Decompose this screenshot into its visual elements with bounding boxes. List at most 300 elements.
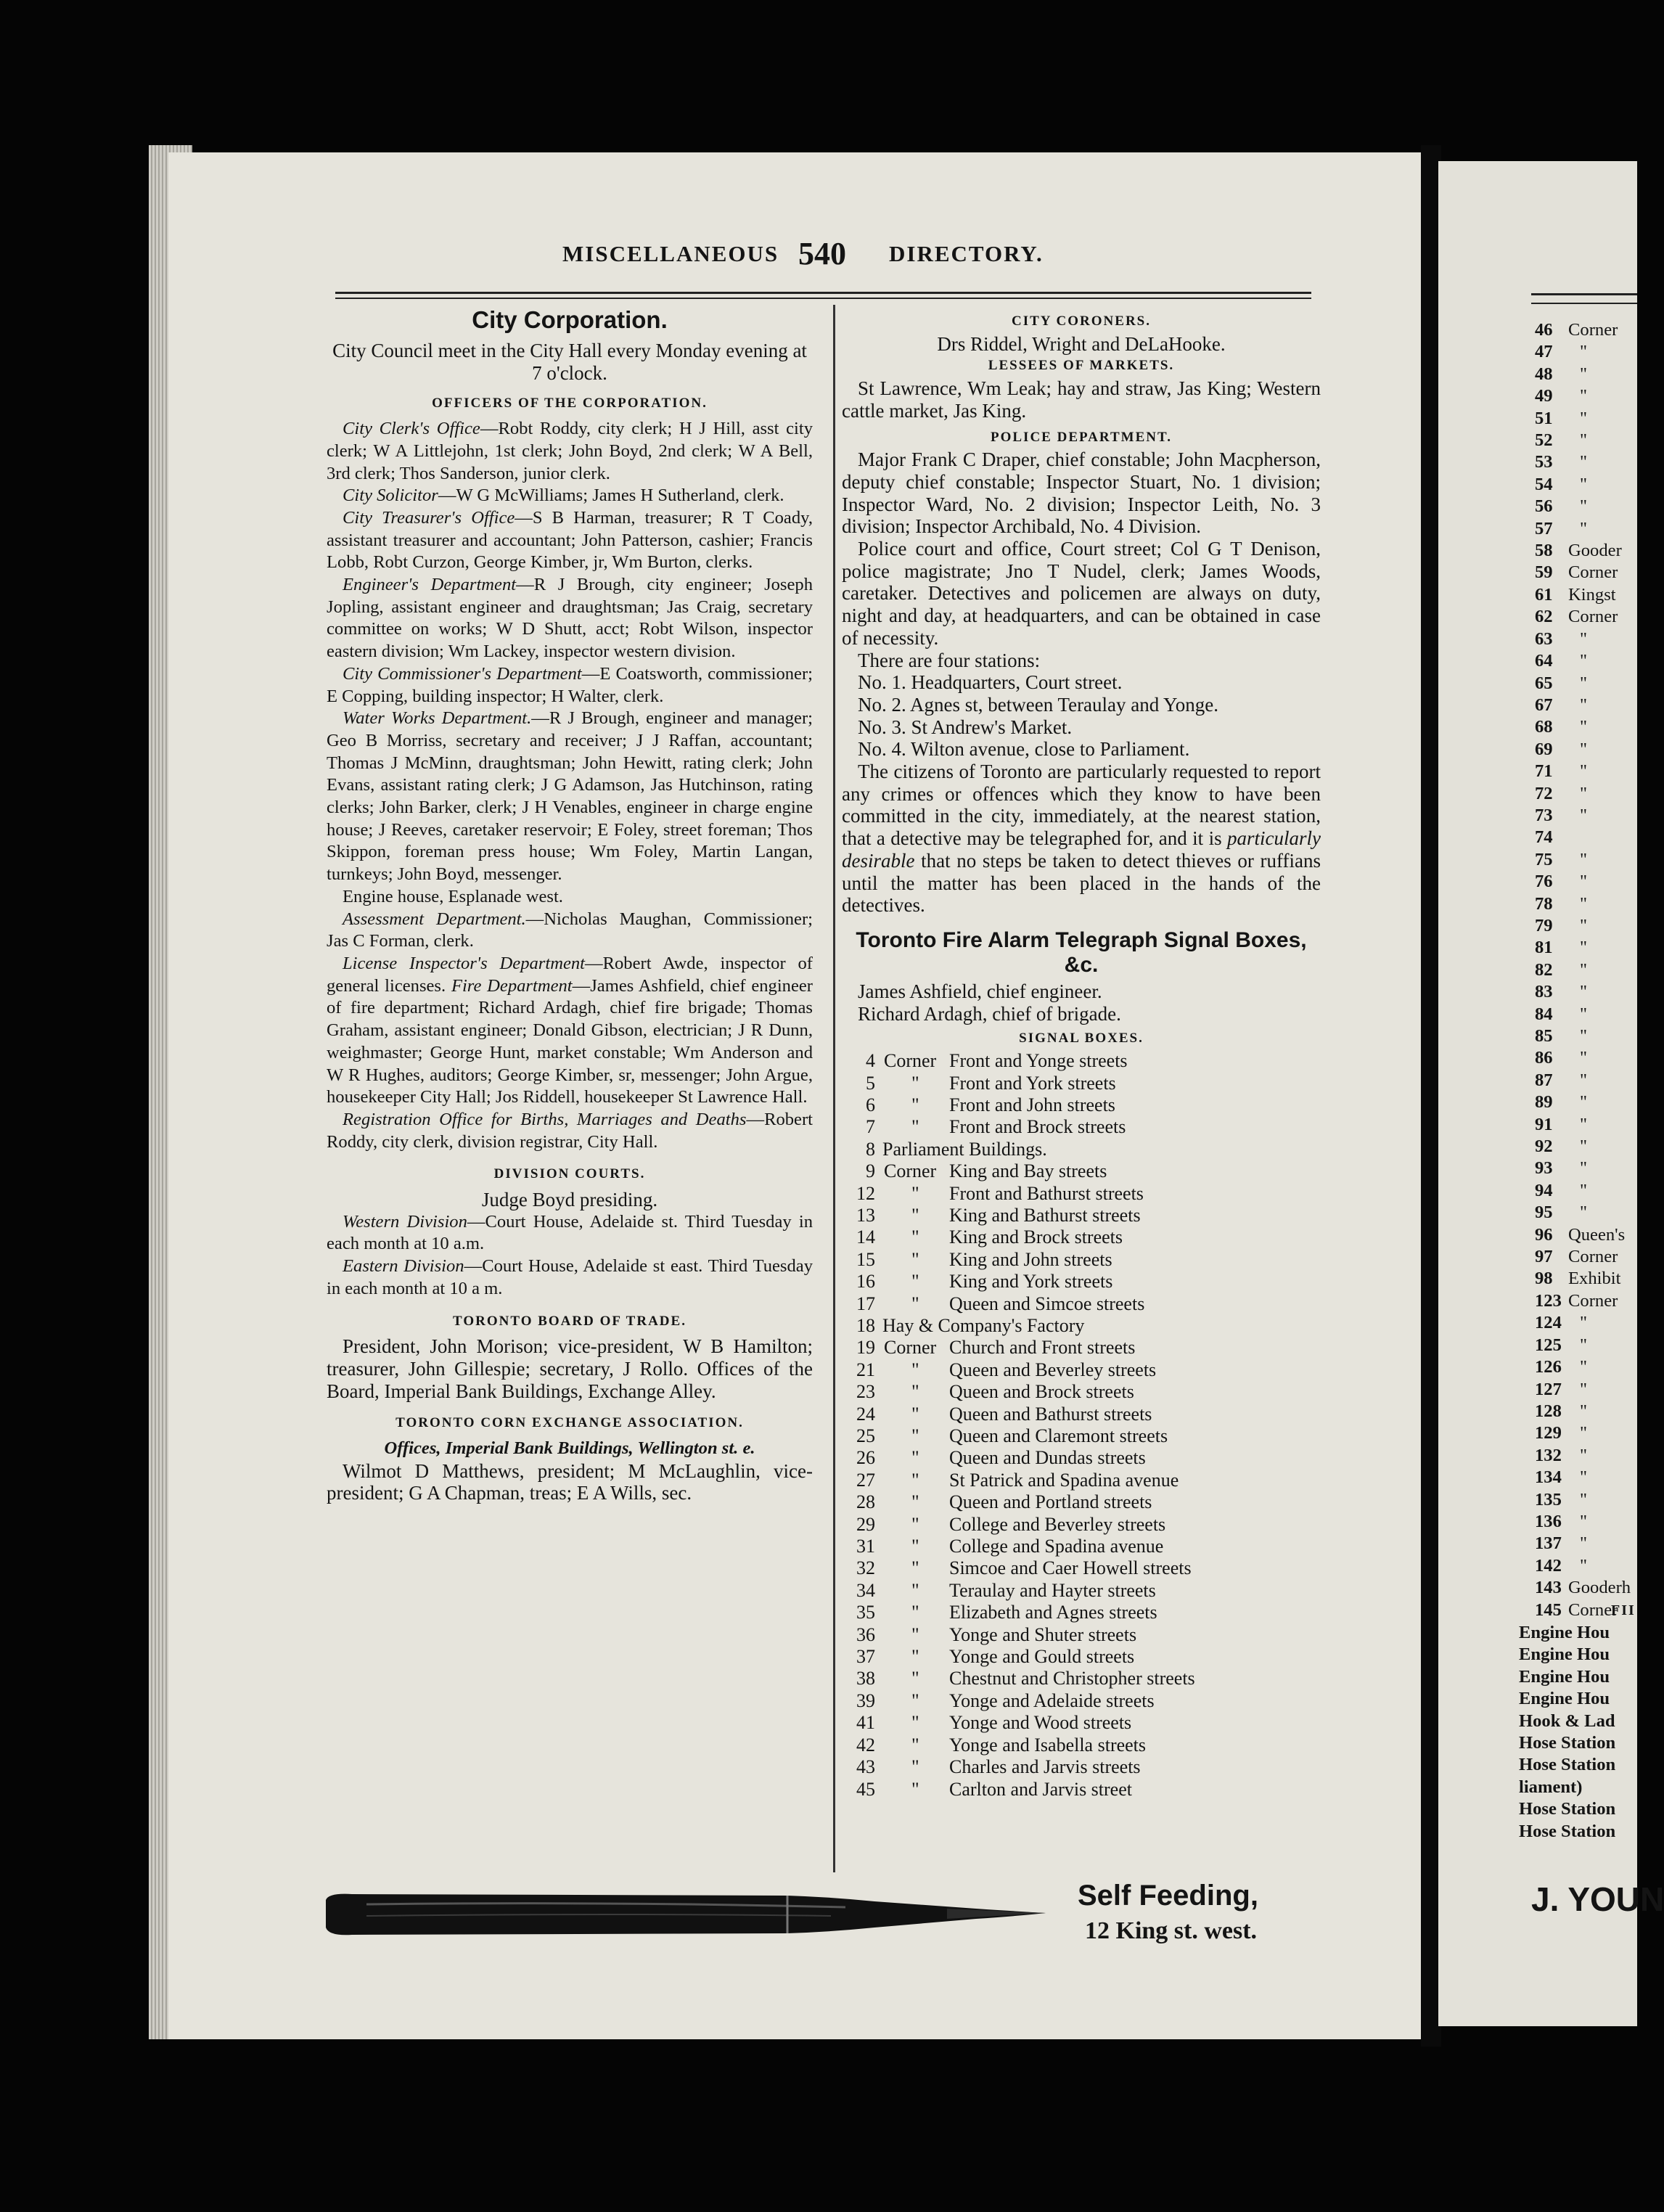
signal-box-row: 38 " Chestnut and Christopher streets bbox=[856, 1668, 1195, 1689]
stations-intro: There are four stations: bbox=[858, 649, 1041, 671]
signal-boxes-heading: SIGNAL BOXES. bbox=[1019, 1031, 1144, 1046]
solicitor-text: —W G McWilliams; James H Sutherland, clerk. bbox=[438, 486, 784, 506]
markets-text: St Lawrence, Wm Leak; hay and straw, Jas King; Western cattle market, Jas King. bbox=[842, 377, 1321, 422]
facing-page-row-text: " bbox=[1580, 496, 1588, 517]
facing-page-row-text: " bbox=[1580, 1379, 1588, 1399]
facing-page-row-number: 71 bbox=[1535, 761, 1553, 782]
facing-page-row-number: 57 bbox=[1535, 518, 1553, 538]
facing-page-row-text: " bbox=[1580, 872, 1588, 892]
facing-page-row-text: " bbox=[1580, 783, 1588, 803]
facing-page-row-number: 51 bbox=[1535, 408, 1553, 428]
facing-page-row-number: 73 bbox=[1535, 805, 1553, 825]
facing-page-row-text: " bbox=[1580, 717, 1588, 737]
facing-page-row bbox=[1535, 783, 1636, 805]
treasurer-entry bbox=[327, 507, 813, 574]
facing-page-row-number: 52 bbox=[1535, 430, 1553, 451]
facing-page-row-number: 68 bbox=[1535, 717, 1553, 737]
facing-page-row-number: 82 bbox=[1535, 959, 1553, 980]
station-3: No. 3. St Andrew's Market. bbox=[858, 716, 1073, 738]
signal-box-row: 26 " Queen and Dundas streets bbox=[856, 1447, 1146, 1469]
facing-page-row-text: " bbox=[1580, 1533, 1588, 1554]
facing-page-row-number: 63 bbox=[1535, 628, 1553, 649]
advert-brand: Self Feeding, bbox=[1078, 1880, 1258, 1912]
treasurer-label: City Treasurer's Office bbox=[343, 507, 515, 528]
facing-page-row bbox=[1535, 650, 1636, 672]
facing-page-row bbox=[1535, 341, 1636, 363]
facing-page-row bbox=[1535, 474, 1636, 496]
facing-page-row-text: " bbox=[1580, 364, 1588, 384]
facing-page-row-text: " bbox=[1580, 959, 1588, 980]
facing-page-row-text: " bbox=[1580, 342, 1588, 362]
treasurer-text: —S B Harman, treasurer; R T Coady, assistant treasurer and accountant; John Patterson, cashier; Francis Lobb, Robt Curzon, George Kimber, jr, Wm Burton, clerks. bbox=[327, 507, 813, 573]
facing-page-row bbox=[1535, 1091, 1636, 1113]
corn-exchange-heading: TORONTO CORN EXCHANGE ASSOCIATION. bbox=[395, 1415, 744, 1431]
facing-page-rule bbox=[1531, 293, 1637, 304]
coroners-heading: CITY CORONERS. bbox=[1012, 314, 1151, 329]
facing-page-engine-row: Hook & Lad bbox=[1519, 1711, 1615, 1731]
signal-box-row: 32 " Simcoe and Caer Howell streets bbox=[856, 1557, 1192, 1579]
facing-page-engine-row: Hose Station bbox=[1519, 1755, 1616, 1775]
facing-page-row-number: 61 bbox=[1535, 584, 1553, 605]
signal-box-row: 23 " Queen and Brock streets bbox=[856, 1381, 1134, 1403]
signal-box-row: 19 Corner Church and Front streets bbox=[856, 1337, 1136, 1359]
facing-page-row bbox=[1535, 1136, 1636, 1158]
fire-chief-engineer: James Ashfield, chief engineer. bbox=[858, 980, 1102, 1002]
fire-department-label: Fire Department bbox=[451, 975, 573, 996]
facing-page-row bbox=[1535, 915, 1636, 937]
facing-page-row-text: " bbox=[1580, 1555, 1588, 1576]
facing-page-row-text: Corner bbox=[1568, 320, 1618, 340]
facing-page-row-text: " bbox=[1580, 1335, 1588, 1355]
division-judge: Judge Boyd presiding. bbox=[481, 1189, 658, 1211]
facing-page-row-text: " bbox=[1580, 1070, 1588, 1090]
registration-label: Registration Office for Births, Marriages and Deaths bbox=[343, 1109, 747, 1129]
facing-page-row-number: 136 bbox=[1535, 1511, 1562, 1531]
facing-page-row-number: 65 bbox=[1535, 673, 1553, 693]
facing-page-row-number: 84 bbox=[1535, 1004, 1553, 1024]
facing-page-row bbox=[1535, 606, 1636, 628]
signal-box-row: 12 " Front and Bathurst streets bbox=[856, 1182, 1144, 1204]
facing-page-list bbox=[1535, 319, 1636, 1621]
corn-exchange-offices: Offices, Imperial Bank Buildings, Wellington st. e. bbox=[384, 1438, 755, 1459]
signal-box-row: 16 " King and York streets bbox=[856, 1271, 1113, 1293]
signal-box-row: 4 Corner Front and Yonge streets bbox=[866, 1050, 1128, 1072]
facing-page-row bbox=[1535, 827, 1636, 848]
water-works-entry bbox=[327, 708, 813, 886]
facing-page-engine-row: Hose Station bbox=[1519, 1821, 1616, 1841]
facing-page-row-number: 49 bbox=[1535, 386, 1553, 406]
facing-page-row-text: " bbox=[1580, 1445, 1588, 1465]
facing-page-row-number: 62 bbox=[1535, 607, 1553, 627]
clerk-label: City Clerk's Office bbox=[343, 419, 480, 439]
facing-page-row-number: 98 bbox=[1535, 1269, 1553, 1289]
eastern-division-text: —Court House, Adelaide st east. Third Tuesday in each month at 10 a m. bbox=[327, 1256, 813, 1298]
facing-page-row-number: 69 bbox=[1535, 739, 1553, 759]
markets-heading: LESSEES OF MARKETS. bbox=[988, 358, 1175, 374]
facing-page-row-number: 129 bbox=[1535, 1423, 1562, 1443]
facing-page-row bbox=[1535, 1070, 1636, 1091]
facing-page-row-text: " bbox=[1580, 1467, 1588, 1488]
facing-page-row bbox=[1535, 1047, 1636, 1069]
citizens-notice bbox=[842, 761, 1321, 917]
facing-page-row bbox=[1535, 1467, 1636, 1488]
facing-page-row bbox=[1535, 1158, 1636, 1179]
column-rule bbox=[833, 305, 835, 1872]
facing-page-row-text: " bbox=[1580, 1136, 1588, 1157]
facing-page-row bbox=[1535, 1180, 1636, 1202]
signal-box-row: 14 " King and Brock streets bbox=[856, 1226, 1123, 1248]
facing-page-row-text: " bbox=[1580, 695, 1588, 715]
facing-page-row-text: Gooderh bbox=[1568, 1578, 1631, 1598]
facing-page-row-text: " bbox=[1580, 474, 1588, 494]
facing-page-row bbox=[1535, 716, 1636, 738]
facing-page-row-text: " bbox=[1580, 518, 1588, 538]
signal-box-row: 18 Hay & Company's Factory bbox=[856, 1314, 1085, 1336]
water-works-text: —R J Brough, engineer and manager; Geo B Morriss, secretary and receiver; J J Raffan, accountant; Thomas J McMinn, draughtsman; John Hewitt, rating clerk; John Evans, assistant rating clerk; J G Adamson, Jas Hutchinson, rating clerks; John Barker, clerk; J H Venables, engineer in charge engine house; J Reeves, caretaker reservoir; E Foley, street foreman; Thos Skippon, foreman press house; Wm Foley, Martin Langan, turnkeys; John Boyd, messenger. bbox=[327, 708, 813, 885]
facing-page-row-text: Corner bbox=[1568, 1290, 1618, 1311]
engineer-label: Engineer's Department bbox=[343, 575, 517, 595]
facing-page-row-number: 74 bbox=[1535, 827, 1553, 848]
facing-page-row-text: " bbox=[1580, 651, 1588, 671]
facing-page-row-number: 83 bbox=[1535, 982, 1553, 1002]
facing-page-row-text: " bbox=[1580, 1004, 1588, 1024]
facing-page-row-number: 76 bbox=[1535, 872, 1553, 892]
facing-page-row-text: " bbox=[1580, 1357, 1588, 1377]
facing-page-advert: J. YOUN bbox=[1531, 1880, 1664, 1918]
facing-page-row bbox=[1535, 673, 1636, 695]
fountain-pen-icon bbox=[323, 1880, 1049, 1945]
facing-page-row-text: " bbox=[1580, 452, 1588, 472]
facing-page-row-text: Kingst bbox=[1568, 584, 1616, 605]
facing-page-row-text: " bbox=[1580, 1489, 1588, 1510]
council-intro: City Council meet in the City Hall every Monday evening at 7 o'clock. bbox=[332, 340, 807, 384]
citizens-emphasis: particularly desirable bbox=[842, 827, 1321, 872]
citizens-text-b: that no steps be taken to detect thieves or ruffians until the matter has been placed in the hands of the detectives. bbox=[842, 849, 1321, 917]
fire-chief-brigade: Richard Ardagh, chief of brigade. bbox=[858, 1002, 1121, 1025]
facing-page-row-text: " bbox=[1580, 982, 1588, 1002]
signal-box-row: 39 " Yonge and Adelaide streets bbox=[856, 1689, 1155, 1711]
facing-page-row-text: " bbox=[1580, 430, 1588, 451]
registration-entry bbox=[327, 1109, 813, 1153]
facing-page-row bbox=[1535, 805, 1636, 827]
facing-page-row-number: 95 bbox=[1535, 1203, 1553, 1223]
station-1: No. 1. Headquarters, Court street. bbox=[858, 671, 1123, 694]
signal-box-row: 6 " Front and John streets bbox=[866, 1094, 1115, 1115]
citizens-text-a: The citizens of Toronto are particularly requested to report any crimes or offences which they know to have been committed in the city, immediately, at the nearest station, that a detective may be telegraphed for, and it is bbox=[842, 761, 1321, 850]
facing-page-row bbox=[1535, 937, 1636, 959]
facing-page-row-number: 96 bbox=[1535, 1224, 1553, 1245]
police-heading: POLICE DEPARTMENT. bbox=[991, 429, 1172, 445]
assessment-entry bbox=[327, 909, 813, 953]
facing-page-row-number: 53 bbox=[1535, 452, 1553, 472]
facing-page-row-text: Corner bbox=[1568, 562, 1618, 583]
western-division-text: —Court House, Adelaide st. Third Tuesday in each month at 10 a.m. bbox=[327, 1211, 813, 1254]
officers-heading: OFFICERS OF THE CORPORATION. bbox=[432, 396, 708, 411]
facing-page-row bbox=[1535, 1401, 1636, 1422]
facing-page-row-text: Corner bbox=[1568, 1247, 1618, 1267]
facing-page-row bbox=[1535, 430, 1636, 451]
facing-page-row bbox=[1535, 1356, 1636, 1378]
facing-page-row-number: 85 bbox=[1535, 1026, 1553, 1046]
facing-page-row-number: 145 bbox=[1535, 1599, 1562, 1620]
facing-page-row bbox=[1535, 364, 1636, 385]
signal-box-row: 21 " Queen and Beverley streets bbox=[856, 1359, 1157, 1380]
facing-page-row bbox=[1535, 1335, 1636, 1356]
facing-page-row bbox=[1535, 562, 1636, 583]
facing-page-row bbox=[1535, 1025, 1636, 1047]
solicitor-label: City Solicitor bbox=[343, 486, 438, 506]
header-right: DIRECTORY. bbox=[889, 241, 1044, 266]
engineer-text: —R J Brough, city engineer; Joseph Jopling, assistant engineer and draughtsman; Jas Craig, secretary committee on works; W D Shutt, acct; Robt Wilson, inspector eastern division; Wm Lackey, inspector western division. bbox=[327, 575, 813, 662]
facing-page-row bbox=[1535, 761, 1636, 782]
facing-page-row-number: 137 bbox=[1535, 1533, 1562, 1554]
facing-page-row bbox=[1535, 1422, 1636, 1444]
facing-page-row-number: 134 bbox=[1535, 1467, 1562, 1488]
facing-page-row-number: 91 bbox=[1535, 1114, 1553, 1134]
corn-exchange-text: Wilmot D Matthews, president; M McLaughlin, vice-president; G A Chapman, treas; E A Wills, sec. bbox=[327, 1459, 813, 1504]
facing-page-row-text: " bbox=[1580, 761, 1588, 782]
board-of-trade-heading: TORONTO BOARD OF TRADE. bbox=[453, 1313, 686, 1329]
facing-page-row-number: 89 bbox=[1535, 1092, 1553, 1113]
signal-box-row: 37 " Yonge and Gould streets bbox=[856, 1646, 1135, 1668]
facing-page-engine-row: Engine Hou bbox=[1519, 1666, 1610, 1687]
facing-page-row-text: " bbox=[1580, 938, 1588, 958]
facing-page-row bbox=[1535, 518, 1636, 540]
facing-page-row bbox=[1535, 1379, 1636, 1401]
police-text: Major Frank C Draper, chief constable; John Macpherson, deputy chief constable; Inspector Stuart, No. 1 division; Inspector Ward, No. 2 division; Inspector Leith, No. 3 division; Inspector Archibald, No. 4 Division. bbox=[842, 448, 1321, 538]
header-rule-top bbox=[335, 292, 1311, 294]
facing-page-row bbox=[1535, 319, 1636, 341]
facing-page-row-text: " bbox=[1580, 1114, 1588, 1134]
facing-page-row bbox=[1535, 1004, 1636, 1025]
facing-page-row-text: " bbox=[1580, 1048, 1588, 1068]
facing-page-row bbox=[1535, 849, 1636, 871]
registration-text: —Robert Roddy, city clerk, division registrar, City Hall. bbox=[327, 1109, 813, 1152]
facing-page-row-number: 46 bbox=[1535, 320, 1553, 340]
signal-box-row: 17 " Queen and Simcoe streets bbox=[856, 1293, 1145, 1314]
facing-page-row-number: 86 bbox=[1535, 1048, 1553, 1068]
facing-page-row bbox=[1535, 1202, 1636, 1224]
signal-box-row: 8 Parliament Buildings. bbox=[866, 1138, 1047, 1160]
signal-box-row: 25 " Queen and Claremont streets bbox=[856, 1425, 1168, 1446]
pen-advertisement bbox=[323, 1880, 1339, 1967]
commissioner-text: —E Coatsworth, commissioner; E Copping, building inspector; H Walter, clerk. bbox=[327, 663, 813, 706]
facing-page-row-text: " bbox=[1580, 849, 1588, 869]
signal-box-row: 9 Corner King and Bay streets bbox=[866, 1160, 1107, 1182]
signal-box-row: 41 " Yonge and Wood streets bbox=[856, 1712, 1132, 1734]
facing-page-row-number: 56 bbox=[1535, 496, 1553, 517]
signal-box-row: 45 " Carlton and Jarvis street bbox=[856, 1778, 1132, 1800]
facing-page-row-text: " bbox=[1580, 1026, 1588, 1046]
page-number: 540 bbox=[798, 236, 846, 271]
facing-page-row-text: Queen's bbox=[1568, 1224, 1626, 1245]
facing-page-row-number: 87 bbox=[1535, 1070, 1553, 1090]
signal-box-row: 24 " Queen and Bathurst streets bbox=[856, 1403, 1152, 1425]
signal-box-row: 15 " King and John streets bbox=[856, 1248, 1112, 1270]
coroners-text: Drs Riddel, Wright and DeLaHooke. bbox=[937, 332, 1226, 355]
solicitor-entry bbox=[327, 485, 813, 507]
license-entry bbox=[327, 953, 813, 1109]
facing-page-row-text: " bbox=[1580, 1092, 1588, 1113]
facing-page-row bbox=[1535, 496, 1636, 517]
facing-page-row-text: Corner bbox=[1568, 1599, 1618, 1620]
facing-page-engine-row: Hose Station bbox=[1519, 1733, 1616, 1753]
water-works-label: Water Works Department. bbox=[343, 708, 532, 729]
facing-page-row-number: 126 bbox=[1535, 1357, 1562, 1377]
signal-box-row: 5 " Front and York streets bbox=[866, 1072, 1116, 1094]
facing-page-row bbox=[1535, 408, 1636, 430]
facing-page-row-number: 142 bbox=[1535, 1555, 1562, 1576]
facing-page-row-text: " bbox=[1580, 1423, 1588, 1443]
facing-page-row-text: " bbox=[1580, 386, 1588, 406]
facing-page-row bbox=[1535, 1445, 1636, 1467]
facing-page-row-text: " bbox=[1580, 893, 1588, 914]
section-title-city-corporation: City Corporation. bbox=[472, 306, 668, 333]
right-column bbox=[842, 305, 1321, 1801]
signal-box-row: 43 " Charles and Jarvis streets bbox=[856, 1756, 1141, 1778]
facing-page-row bbox=[1535, 628, 1636, 650]
facing-page-row bbox=[1535, 981, 1636, 1003]
facing-page-row-number: 72 bbox=[1535, 783, 1553, 803]
facing-page-row-text: " bbox=[1580, 408, 1588, 428]
facing-page-row-text: " bbox=[1580, 1158, 1588, 1179]
station-4: No. 4. Wilton avenue, close to Parliament. bbox=[858, 738, 1190, 761]
fire-department-text: —James Ashfield, chief engineer of fire department; Richard Ardagh, chief fire brigade; Thomas Graham, assistant engineer; Donald Gibson, electrician; J R Dunn, weighmaster; George Hunt, market constable; Wm Anderson and W R Hughes, auditors; George Kimber, sr, messenger; John Argue, housekeeper City Hall; Jos Riddell, housekeeper St Lawrence Hall. bbox=[327, 975, 813, 1107]
facing-page-heading: FII bbox=[1611, 1602, 1636, 1618]
facing-page-row-number: 94 bbox=[1535, 1180, 1553, 1200]
facing-page-row bbox=[1535, 1246, 1636, 1268]
facing-page-row-text: " bbox=[1580, 1180, 1588, 1200]
signal-boxes-list bbox=[842, 1050, 1321, 1801]
signal-box-row: 31 " College and Spadina avenue bbox=[856, 1536, 1164, 1557]
signal-box-row: 7 " Front and Brock streets bbox=[866, 1116, 1126, 1138]
facing-page-row-number: 135 bbox=[1535, 1489, 1562, 1510]
facing-page-row-number: 47 bbox=[1535, 342, 1553, 362]
facing-page-row bbox=[1535, 871, 1636, 893]
western-division-entry bbox=[327, 1211, 813, 1255]
assessment-text: —Nicholas Maughan, Commissioner; Jas C Forman, clerk. bbox=[327, 909, 813, 951]
facing-page-row bbox=[1535, 1555, 1636, 1577]
signal-box-row: 35 " Elizabeth and Agnes streets bbox=[856, 1602, 1157, 1623]
facing-page-row-number: 128 bbox=[1535, 1401, 1562, 1421]
facing-page-row bbox=[1535, 451, 1636, 473]
facing-page-row-number: 92 bbox=[1535, 1136, 1553, 1157]
facing-page-row-text: " bbox=[1580, 673, 1588, 693]
facing-page-row-number: 58 bbox=[1535, 541, 1553, 561]
signal-box-row: 27 " St Patrick and Spadina avenue bbox=[856, 1469, 1179, 1491]
facing-page-row-number: 79 bbox=[1535, 915, 1553, 935]
facing-page-row-text: Gooder bbox=[1568, 541, 1622, 561]
facing-page-row bbox=[1535, 739, 1636, 761]
license-text: —Robert Awde, inspector of general licenses. bbox=[327, 953, 813, 996]
facing-page-engine-row: Engine Hou bbox=[1519, 1623, 1610, 1642]
facing-page-row bbox=[1535, 1489, 1636, 1511]
engine-house-line: Engine house, Esplanade west. bbox=[343, 886, 563, 906]
facing-page-row-number: 125 bbox=[1535, 1335, 1562, 1355]
signal-box-row: 13 " King and Bathurst streets bbox=[856, 1204, 1141, 1226]
license-label: License Inspector's Department bbox=[343, 953, 586, 973]
facing-page-row-text: " bbox=[1580, 739, 1588, 759]
facing-page-row-number: 93 bbox=[1535, 1158, 1553, 1179]
facing-page-row bbox=[1535, 1577, 1636, 1599]
facing-page-row-text: " bbox=[1580, 628, 1588, 649]
left-column bbox=[327, 305, 813, 1504]
page-header bbox=[327, 235, 1125, 279]
clerk-entry bbox=[327, 418, 813, 485]
engineer-entry bbox=[327, 574, 813, 663]
facing-page-row-number: 97 bbox=[1535, 1247, 1553, 1267]
facing-page-row bbox=[1535, 584, 1636, 606]
facing-page-row-text: Corner bbox=[1568, 607, 1618, 627]
facing-page-row bbox=[1535, 959, 1636, 981]
facing-page-row bbox=[1535, 1533, 1636, 1554]
facing-page-row-text: " bbox=[1580, 1203, 1588, 1223]
facing-page-engine-row: Hose Station bbox=[1519, 1799, 1616, 1819]
facing-page-row-number: 59 bbox=[1535, 562, 1553, 583]
fire-alarm-title: Toronto Fire Alarm Telegraph Signal Boxes, &c. bbox=[856, 927, 1307, 977]
facing-page-row-text: " bbox=[1580, 915, 1588, 935]
signal-box-row: 28 " Queen and Portland streets bbox=[856, 1491, 1152, 1513]
facing-page-row bbox=[1535, 1511, 1636, 1533]
facing-page-row-number: 132 bbox=[1535, 1445, 1562, 1465]
signal-box-row: 29 " College and Beverley streets bbox=[856, 1513, 1166, 1535]
facing-page-row bbox=[1535, 1224, 1636, 1246]
facing-page-row-text: " bbox=[1580, 1313, 1588, 1333]
facing-page-row-text: " bbox=[1580, 1511, 1588, 1531]
facing-page-row-text: " bbox=[1580, 805, 1588, 825]
commissioner-entry bbox=[327, 663, 813, 708]
facing-page-row-number: 78 bbox=[1535, 893, 1553, 914]
facing-page-row-number: 124 bbox=[1535, 1313, 1562, 1333]
facing-page-row-number: 67 bbox=[1535, 695, 1553, 715]
commissioner-label: City Commissioner's Department bbox=[343, 663, 582, 684]
police-court-text: Police court and office, Court street; Col G T Denison, police magistrate; Jno T Nudel, clerk; James Woods, caretaker. Detectives and policemen are always on duty, night and day, at headquarters, and can be obtained in case of necessity. bbox=[842, 538, 1321, 649]
facing-page-row-number: 48 bbox=[1535, 364, 1553, 384]
facing-page-row bbox=[1535, 1290, 1636, 1312]
facing-page-row-number: 127 bbox=[1535, 1379, 1562, 1399]
signal-box-row: 36 " Yonge and Shuter streets bbox=[856, 1623, 1137, 1645]
facing-page-engine-row: liament) bbox=[1519, 1777, 1583, 1797]
facing-page-row-text: " bbox=[1580, 1401, 1588, 1421]
facing-page-row-number: 81 bbox=[1535, 938, 1553, 958]
facing-page-row bbox=[1535, 540, 1636, 562]
western-division-label: Western Division bbox=[343, 1211, 467, 1232]
facing-page-row bbox=[1535, 385, 1636, 407]
facing-page-row bbox=[1535, 695, 1636, 716]
facing-page-row-number: 143 bbox=[1535, 1578, 1562, 1598]
signal-box-row: 34 " Teraulay and Hayter streets bbox=[856, 1579, 1156, 1601]
assessment-label: Assessment Department. bbox=[343, 909, 526, 929]
facing-page-row-number: 75 bbox=[1535, 849, 1553, 869]
clerk-text: —Robt Roddy, city clerk; H J Hill, asst city clerk; W A Littlejohn, 1st clerk; John Boyd, 2nd clerk; W A Bell, 3rd clerk; Thos Sanderson, junior clerk. bbox=[327, 419, 813, 483]
station-2: No. 2. Agnes st, between Teraulay and Yonge. bbox=[858, 693, 1219, 716]
eastern-division-entry bbox=[327, 1255, 813, 1300]
facing-page-row bbox=[1535, 1268, 1636, 1290]
header-left: MISCELLANEOUS bbox=[562, 241, 779, 266]
facing-page-row-number: 54 bbox=[1535, 474, 1553, 494]
facing-page-engine-row: Engine Hou bbox=[1519, 1689, 1610, 1709]
facing-page-row bbox=[1535, 893, 1636, 915]
signal-box-row: 42 " Yonge and Isabella streets bbox=[856, 1734, 1147, 1756]
facing-page-engine-row: Engine Hou bbox=[1519, 1644, 1610, 1665]
eastern-division-label: Eastern Division bbox=[343, 1256, 464, 1277]
facing-page-row-number: 64 bbox=[1535, 651, 1553, 671]
facing-page-row-text: Exhibit bbox=[1568, 1269, 1621, 1289]
advert-address: 12 King st. west. bbox=[1085, 1917, 1258, 1944]
facing-page-row-number: 123 bbox=[1535, 1290, 1562, 1311]
board-of-trade-text: President, John Morison; vice-president, W B Hamilton; treasurer, John Gillespie; secretary, J Rollo. Offices of the Board, Imperial Bank Buildings, Exchange Alley. bbox=[327, 1335, 813, 1402]
header-rule-bottom bbox=[335, 298, 1311, 299]
